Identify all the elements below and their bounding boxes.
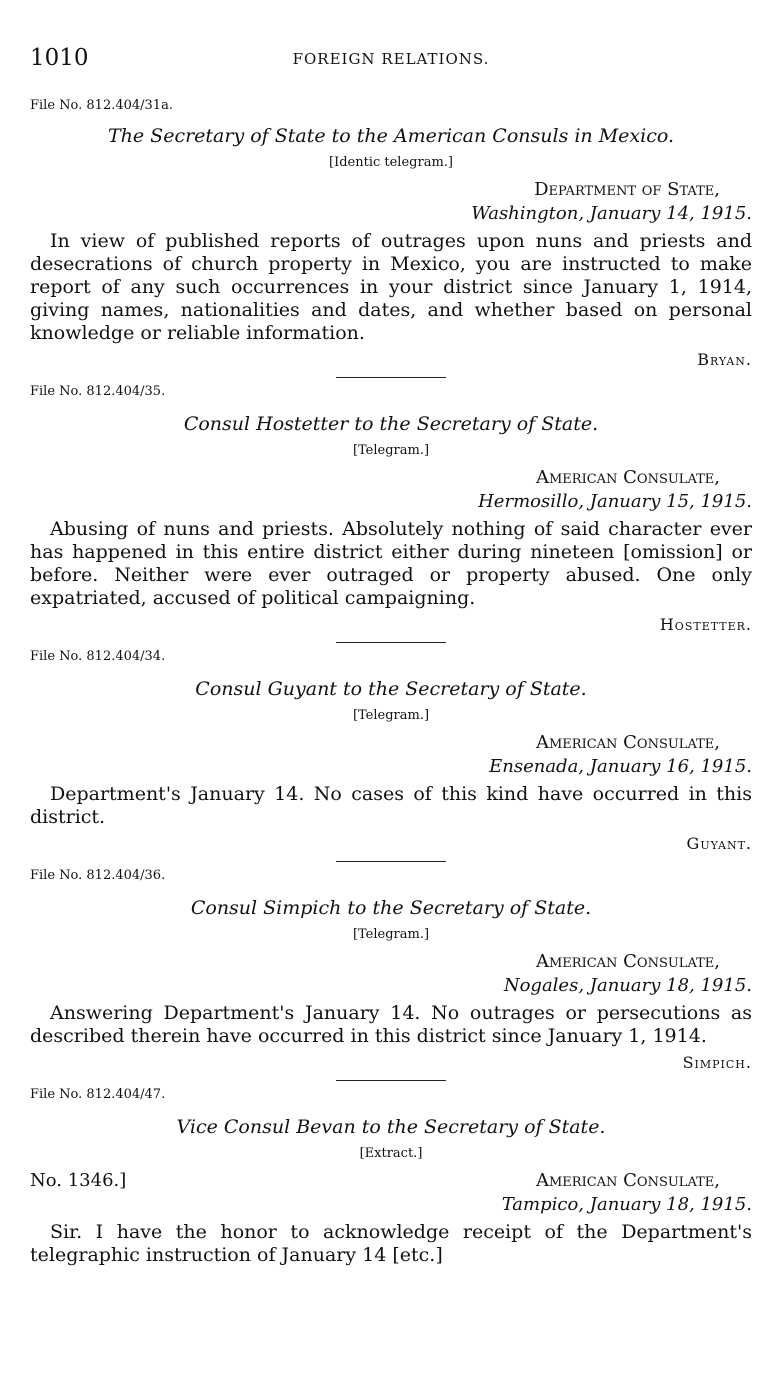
file-number: File No. 812.404/35. <box>30 384 166 399</box>
document-body: Abusing of nuns and priests. Absolutely nothing of said character ever has happened in this entire district either during nineteen [omission] or before. Neither were ever outraged or property abused. One only expatriated, accused of political campaigning. <box>30 518 752 609</box>
signature: Simpich. <box>682 1053 752 1072</box>
dateline <box>502 1169 752 1217</box>
dateline-org: American Consulate, <box>535 467 720 488</box>
document-section <box>30 649 752 855</box>
document-body: Answering Department's January 14. No outrages or persecutions as described therein have occurred in this district since January 1, 1914. <box>30 1002 752 1047</box>
dateline <box>30 731 752 779</box>
document-title: Consul Guyant to the Secretary of State. <box>195 678 587 700</box>
document-title: Vice Consul Bevan to the Secretary of State. <box>176 1116 606 1138</box>
document-kind: [Telegram.] <box>352 443 430 458</box>
document-kind: [Telegram.] <box>352 927 430 942</box>
document-section <box>30 98 752 371</box>
document-title: Consul Simpich to the Secretary of State. <box>190 897 592 919</box>
dateline-org: Department of State, <box>534 179 720 200</box>
signature: Hostetter. <box>659 615 752 634</box>
document-title: Consul Hostetter to the Secretary of State. <box>183 413 599 435</box>
file-number: File No. 812.404/47. <box>30 1087 166 1102</box>
dateline-org: American Consulate, <box>535 951 720 972</box>
section-divider <box>336 861 446 862</box>
dateline-row <box>30 1169 752 1217</box>
dateline-place-date: Washington, January 14, 1915. <box>471 203 752 224</box>
document-section <box>30 384 752 636</box>
section-divider <box>336 377 446 378</box>
dateline-place-date: Ensenada, January 16, 1915. <box>489 756 752 777</box>
dateline-place-date: Tampico, January 18, 1915. <box>501 1194 752 1215</box>
file-number: File No. 812.404/36. <box>30 868 166 883</box>
document-body: Department's January 14. No cases of this kind have occurred in this district. <box>30 783 752 828</box>
file-number: File No. 812.404/34. <box>30 649 166 664</box>
dateline-org: American Consulate, <box>535 1170 720 1191</box>
signature: Guyant. <box>686 834 752 853</box>
document-body: In view of published reports of outrages upon nuns and priests and desecrations of church property in Mexico, you are instructed to make report of any such occurrences in your district since January 1, 1914, giving names, nationalities and dates, and whether based on personal knowledge or reliable information. <box>30 230 752 344</box>
document-kind: [Identic telegram.] <box>329 155 453 170</box>
dateline-place-date: Hermosillo, January 15, 1915. <box>478 491 752 512</box>
document-body: Sir. I have the honor to acknowledge receipt of the Department's telegraphic instruction of January 14 [etc.] <box>30 1221 752 1266</box>
document-section <box>30 868 752 1074</box>
despatch-number: No. 1346.] <box>30 1170 127 1191</box>
document-kind: [Extract.] <box>359 1146 423 1161</box>
document-page <box>30 44 752 1267</box>
signature: Bryan. <box>697 350 752 369</box>
running-head: FOREIGN RELATIONS. <box>292 50 490 68</box>
dateline <box>30 466 752 514</box>
document-section <box>30 1087 752 1267</box>
document-title: The Secretary of State to the American Consuls in Mexico. <box>107 125 674 147</box>
file-number: File No. 812.404/31a. <box>30 98 173 113</box>
dateline <box>30 178 752 226</box>
section-divider <box>336 1080 446 1081</box>
page-header <box>30 44 752 84</box>
dateline <box>30 950 752 998</box>
section-divider <box>336 642 446 643</box>
dateline-org: American Consulate, <box>535 732 720 753</box>
page-number: 1010 <box>30 45 89 71</box>
document-kind: [Telegram.] <box>352 708 430 723</box>
dateline-place-date: Nogales, January 18, 1915. <box>503 975 752 996</box>
